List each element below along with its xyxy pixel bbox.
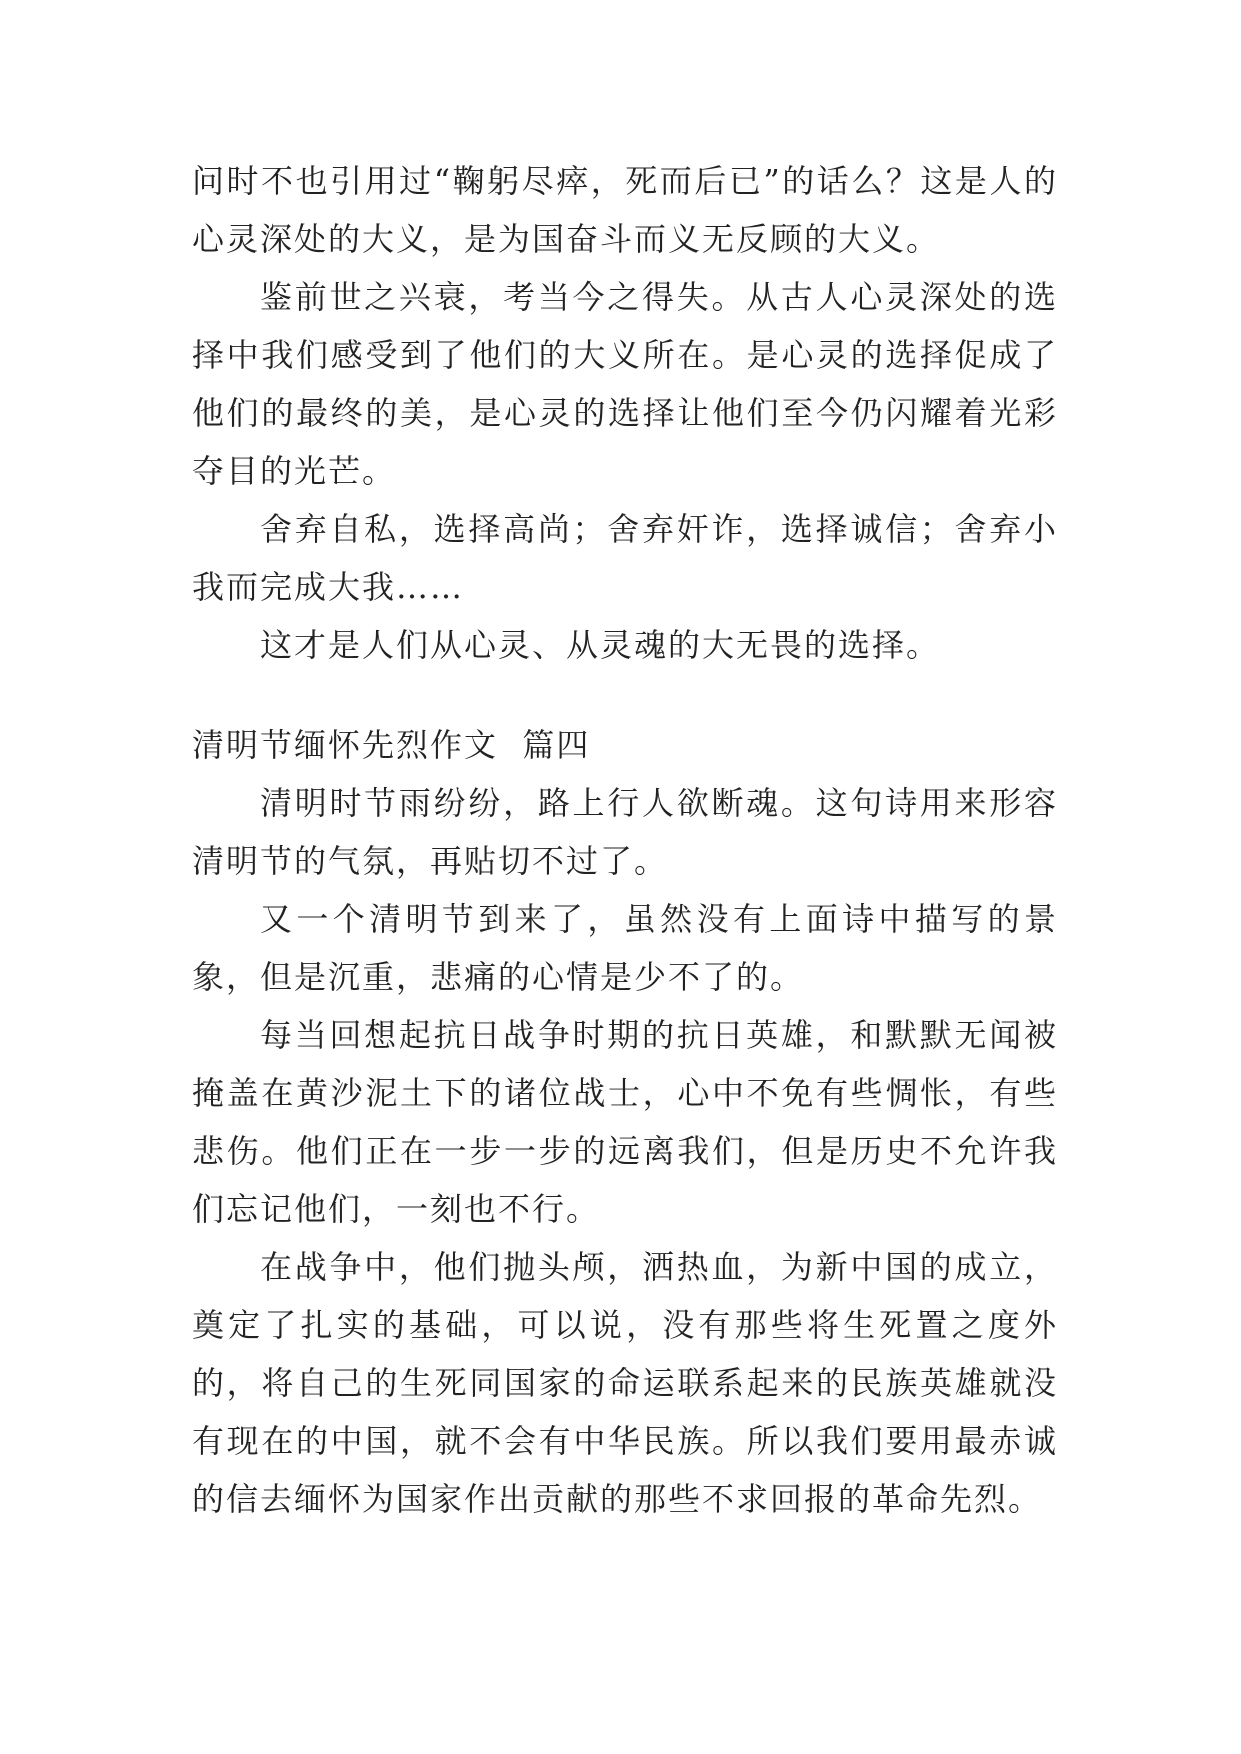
paragraph: 舍弃自私，选择高尚；舍弃奸诈，选择诚信；舍弃小我而完成大我…… [192, 510, 1058, 606]
paragraph: 又一个清明节到来了，虽然没有上面诗中描写的景象，但是沉重，悲痛的心情是少不了的。 [192, 900, 1058, 996]
paragraph: 清明时节雨纷纷，路上行人欲断魂。这句诗用来形容清明节的气氛，再贴切不过了。 [192, 784, 1058, 880]
paragraph: 每当回想起抗日战争时期的抗日英雄，和默默无闻被掩盖在黄沙泥土下的诸位战士，心中不免有些惆怅，有些悲伤。他们正在一步一步的远离我们，但是历史不允许我们忘记他们，一刻也不行。 [192, 1016, 1058, 1228]
section-heading: 清明节缅怀先烈作文 篇四 [192, 726, 591, 764]
paragraph: 鉴前世之兴衰，考当今之得失。从古人心灵深处的选择中我们感受到了他们的大义所在。是心灵的选择促成了他们的最终的美，是心灵的选择让他们至今仍闪耀着光彩夺目的光芒。 [192, 278, 1058, 490]
document-page [192, 152, 1058, 1528]
paragraph: 在战争中，他们抛头颅，洒热血，为新中国的成立，奠定了扎实的基础，可以说，没有那些将生死置之度外的，将自己的生死同国家的命运联系起来的民族英雄就没有现在的中国，就不会有中华民族。所以我们要用最赤诚的信去缅怀为国家作出贡献的那些不求回报的革命先烈。 [192, 1248, 1058, 1518]
paragraph-continuation: 问时不也引用过“鞠躬尽瘁，死而后已”的话么？这是人的心灵深处的大义，是为国奋斗而义无反顾的大义。 [192, 162, 1058, 258]
paragraph: 这才是人们从心灵、从灵魂的大无畏的选择。 [260, 626, 941, 664]
